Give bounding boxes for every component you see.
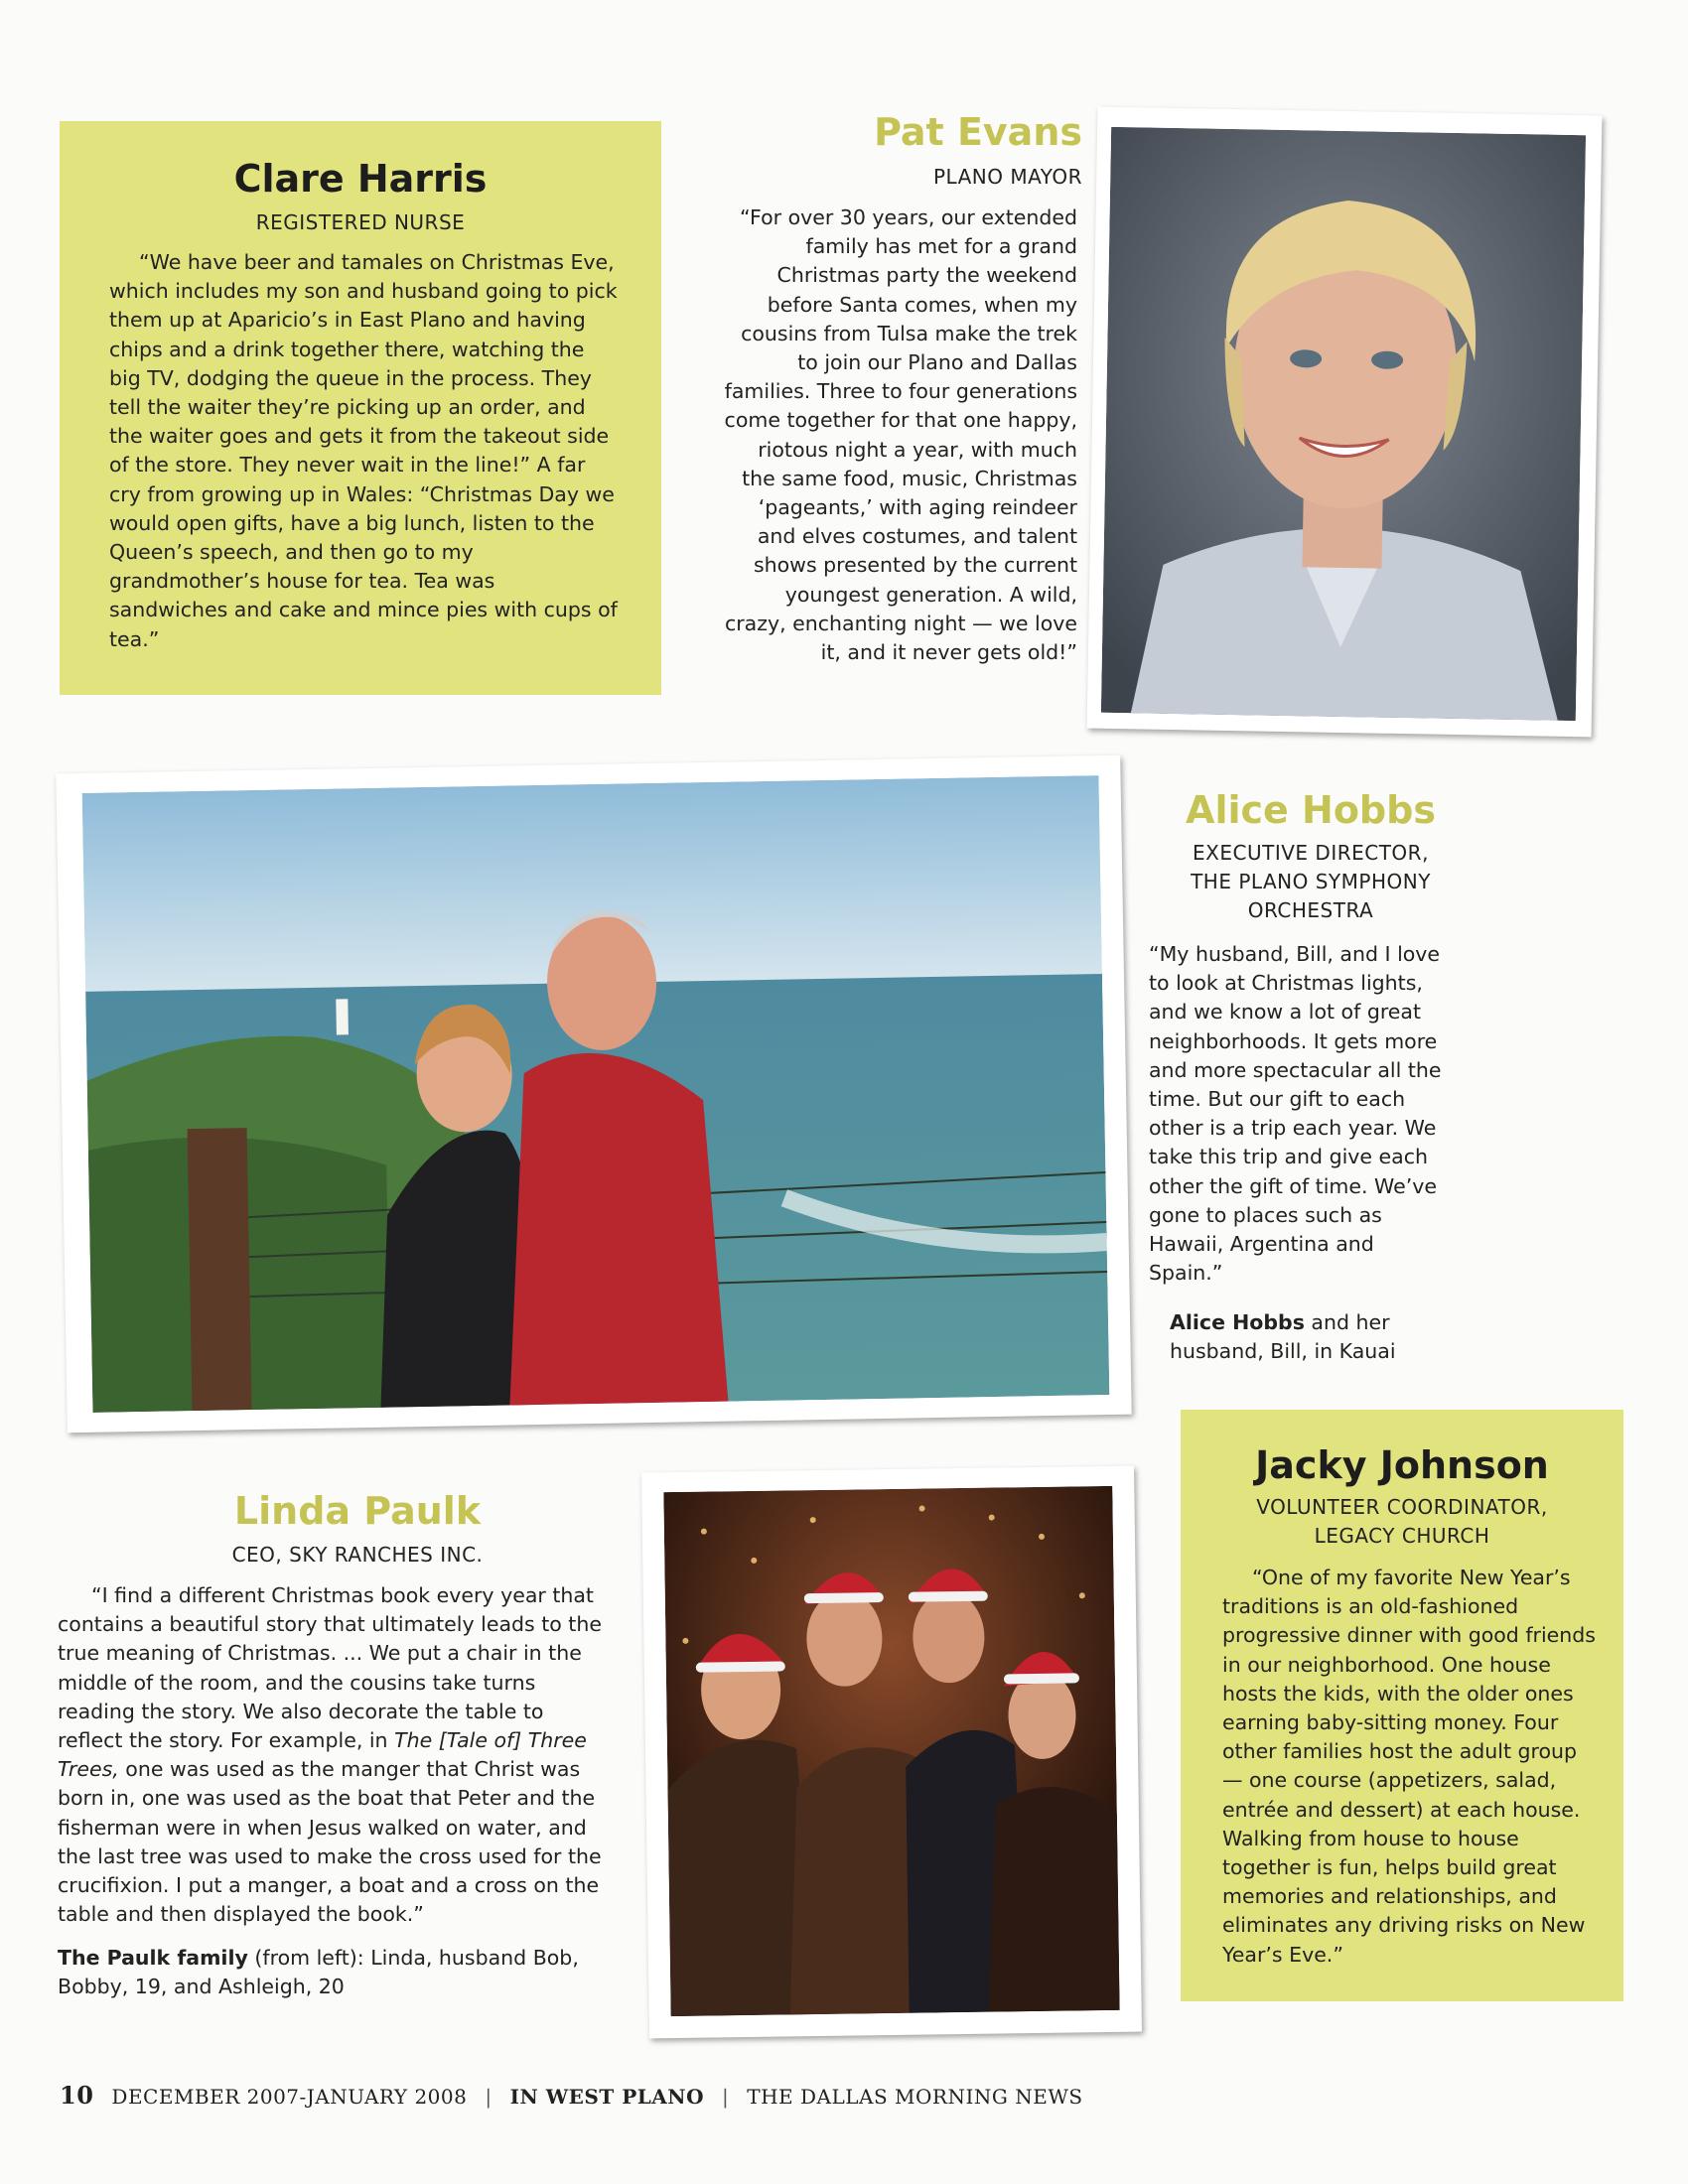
pat-evans-quote: “For over 30 years, our extended family has met for a grand Christmas party the weekend before Santa comes, when my cousins from Tulsa make the trek to join our Plano and Dallas families. Three to four generations come together for that one happy, riotous night a year, with much the same food, music, Christmas ‘pageants,’ with aging reindeer and elves costumes, and talent shows presented by the current youngest generation. A wild, crazy, enchanting night — we love it, and it never gets old!” <box>724 205 1077 665</box>
jacky-johnson-quote-text: “One of my favorite New Year’s traditions is an old-fashioned progressive dinner with good friends in our neighborhood. One house hosts the kids, with the older ones earning baby-sitting money. Four other families host the adult group — one course (appetizers, salad, entrée and dessert) at each house. Walking from house to house together is fun, helps build great memories and relationships, and eliminates any driving risks on New Year’s Eve.” <box>1222 1566 1596 1967</box>
page-footer <box>60 2081 1152 2110</box>
linda-paulk-quote-part-2: one was used as the manger that Christ was born in, one was used as the boat that Peter and the fisherman were in when Jesus walked on water, and the last tree was used to make the cross used for the crucifixion. I put a manger, a boat and a cross on the table and then displayed the book.” <box>58 1757 602 1927</box>
jacky-johnson-role <box>1181 1493 1623 1551</box>
jacky-johnson-role-line-2: LEGACY CHURCH <box>1314 1524 1490 1548</box>
footer-separator-1: | <box>485 2085 492 2109</box>
clare-harris-role: REGISTERED NURSE <box>255 210 466 234</box>
linda-paulk-caption <box>58 1944 594 2001</box>
linda-paulk-name: Linda Paulk <box>233 1489 482 1533</box>
linda-paulk-quote-part-1: “I find a different Christmas book every year that contains a beautiful story that ultimately leads to the true meaning of Christmas. ... We put a chair in the middle of the room, and the cousins take turns reading the story. We also decorate the table to reflect the story. For example, in <box>58 1583 602 1753</box>
jacky-johnson-name: Jacky Johnson <box>1255 1443 1549 1487</box>
clare-harris-panel <box>60 121 661 695</box>
clare-harris-name: Clare Harris <box>233 157 488 201</box>
jacky-johnson-panel <box>1181 1410 1623 2001</box>
alice-hobbs-caption <box>1170 1308 1438 1366</box>
alice-hobbs-photo-frame <box>56 755 1131 1433</box>
clare-harris-quote <box>109 248 618 654</box>
paulk-family-photo-frame <box>641 1466 1142 2039</box>
kauai-couple-photo <box>82 775 1110 1413</box>
alice-hobbs-quote: “My husband, Bill, and I love to look at Christmas lights, and we know a lot of great neighborhoods. It gets more and more spectacular all the time. But our gift to each other is a trip each year. We take this trip and give each other the gift of time. We’ve gone to places such as Hawaii, Argentina and Spain.” <box>1149 942 1442 1286</box>
clare-harris-quote-text: “We have beer and tamales on Christmas Eve, which includes my son and husband going to pick them up at Aparicio’s in East Plano and having chips and a drink together there, watching the big TV, dodging the queue in the process. They tell the waiter they’re picking up an order, and the waiter goes and gets it from the takeout side of the store. They never wait in the line!” A far cry from growing up in Wales: “Christmas Day we would open gifts, have a big lunch, listen to the Queen’s speech, and then go to my grandmother’s house for tea. Tea was sandwiches and cake and mince pies with cups of tea.” <box>109 250 618 651</box>
pat-evans-name: Pat Evans <box>874 110 1082 154</box>
pat-evans-portrait-photo <box>1101 127 1586 721</box>
alice-hobbs-caption-text: and her husband, Bill, in Kauai <box>1170 1310 1396 1363</box>
paulk-family-photo <box>663 1486 1119 2016</box>
footer-section: IN WEST PLANO <box>509 2085 705 2109</box>
alice-hobbs-caption-name: Alice Hobbs <box>1170 1310 1305 1334</box>
footer-separator-2: | <box>722 2085 730 2109</box>
linda-paulk-quote-book-title: The [Tale of] Three Trees, <box>58 1728 587 1782</box>
jacky-johnson-quote <box>1222 1564 1596 1970</box>
jacky-johnson-role-line-1: VOLUNTEER COORDINATOR, <box>1256 1495 1548 1519</box>
alice-hobbs-role-line-1: EXECUTIVE DIRECTOR, <box>1193 841 1429 865</box>
footer-page-number: 10 <box>60 2081 94 2110</box>
linda-paulk-caption-text: (from left): Linda, husband Bob, Bobby, 19, and Ashleigh, 20 <box>58 1946 579 1998</box>
pat-evans-photo-frame <box>1087 107 1603 738</box>
linda-paulk-quote <box>58 1581 614 1929</box>
linda-paulk-role: CEO, SKY RANCHES INC. <box>231 1543 484 1567</box>
footer-date: DECEMBER 2007-JANUARY 2008 <box>111 2085 468 2109</box>
footer-publication: THE DALLAS MORNING NEWS <box>747 2085 1083 2109</box>
pat-evans-role: PLANO MAYOR <box>932 165 1082 189</box>
alice-hobbs-role-line-2: THE PLANO SYMPHONY <box>1191 870 1431 893</box>
alice-hobbs-role-line-3: ORCHESTRA <box>1247 898 1374 922</box>
alice-hobbs-role <box>1132 839 1489 925</box>
linda-paulk-caption-name: The Paulk family <box>58 1946 248 1970</box>
alice-hobbs-name: Alice Hobbs <box>1186 788 1436 832</box>
